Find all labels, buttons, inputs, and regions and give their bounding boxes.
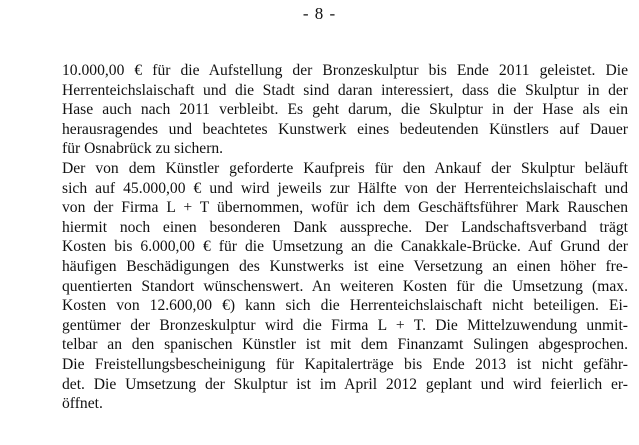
text-line: Die Freistellungsbescheinigung für Kapitalerträge bis Ende 2013 ist nicht gefähr-	[62, 355, 628, 373]
page-number: - 8 -	[302, 4, 337, 23]
text-line: öffnet.	[62, 395, 103, 413]
paragraph-2	[62, 159, 628, 414]
text-line: für Osnabrück zu sichern.	[62, 140, 224, 158]
text-line: Der von dem Künstler geforderte Kaufpreis für den Ankauf der Skulptur beläuft	[62, 160, 628, 177]
text-line: von der Firma L + T übernommen, wofür ich dem Geschäftsführer Mark Rauschen	[62, 199, 628, 217]
text-line: Kosten bis 6.000,00 € für die Umsetzung an die Canakkale-Brücke. Auf Grund der	[62, 238, 628, 256]
text-line: Herrenteichslaischaft und die Stadt sind daran interessiert, dass die Skulptur in der	[62, 81, 628, 99]
text-line: hiermit noch einen besonderen Dank ausspreche. Der Landschaftsverband trägt	[62, 218, 628, 236]
text-line: sich auf 45.000,00 € und wird jeweils zur Hälfte von der Herrenteichslaischaft und	[62, 179, 628, 197]
text-line: Hase auch nach 2011 verbleibt. Es geht darum, die Skulptur in der Hase als ein	[62, 101, 628, 119]
text-line: telbar an den spanischen Künstler ist mit dem Finanzamt Sulingen abgesprochen.	[62, 336, 628, 354]
text-line: 10.000,00 € für die Aufstellung der Bronzeskulptur bis Ende 2011 geleistet. Die	[62, 62, 628, 79]
paragraph-1	[62, 61, 628, 159]
text-line: Kosten von 12.600,00 €) kann sich die Herrenteichslaischaft nicht beteiligen. Ei-	[62, 297, 628, 315]
text-line: quentierten Standort wünschenswert. An weiteren Kosten für die Umsetzung (max.	[62, 277, 628, 295]
text-line: häufigen Beschädigungen des Kunstwerks ist eine Versetzung an einen höher fre-	[62, 257, 628, 275]
text-line: det. Die Umsetzung der Skulptur ist im April 2012 geplant und wird feierlich er-	[62, 375, 628, 393]
text-line: gentümer der Bronzeskulptur wird die Firma L + T. Die Mittelzuwendung unmit-	[62, 316, 628, 334]
text-line: herausragendes und beachtetes Kunstwerk eines bedeutenden Künstlers auf Dauer	[62, 120, 628, 138]
